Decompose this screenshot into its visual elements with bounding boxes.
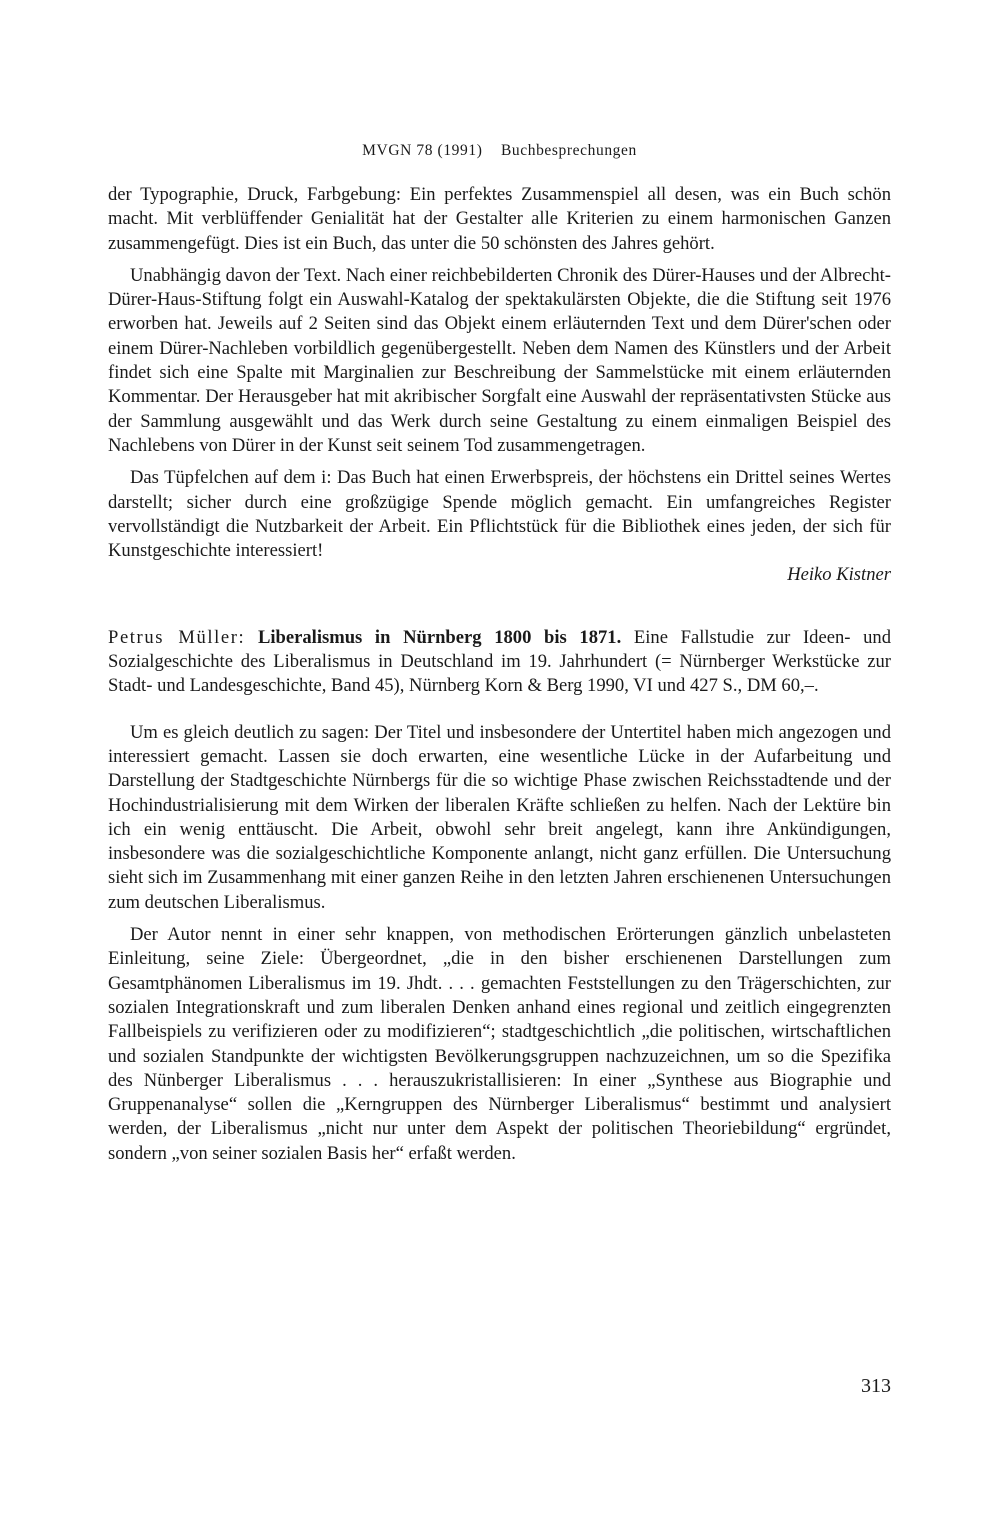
document-page bbox=[108, 0, 891, 1533]
review1-paragraph-2: Unabhängig davon der Text. Nach einer reichbebilderten Chronik des Dürer-Hauses und der Albrecht-Dürer-Haus-Stiftung folgt ein Auswahl-Katalog der spektakulärsten Objekte, die die Stiftung seit 1976 erworben hat. Jeweils auf 2 Seiten sind das Objekt einem erläuternden Text und dem Dürer'schen oder einem Dürer-Nachleben vorbildlich gegenübergestellt. Neben dem Namen des Künstlers und der Arbeit findet sich eine Spalte mit Marginalien zur Beschreibung der Sammelstücke mit einem erläuternden Kommentar. Der Herausgeber hat mit akribischer Sorgfalt eine Auswahl der repräsentativsten Stücke aus der Sammlung ausgewählt und das Werk durch seine Gestaltung zu einem einmaligen Beispiel des Nachlebens von Dürer in der Kunst seit seinem Tod zusammengetragen. bbox=[108, 264, 891, 456]
body-text bbox=[108, 183, 891, 1166]
book-title: Liberalismus in Nürnberg 1800 bis 1871. bbox=[257, 626, 622, 648]
section-title: Buchbesprechungen bbox=[500, 142, 637, 159]
book-citation bbox=[108, 626, 891, 699]
page-number: 313 bbox=[861, 1375, 891, 1397]
reviewer-signature: Heiko Kistner bbox=[787, 564, 891, 586]
journal-reference: MVGN 78 (1991) bbox=[362, 142, 483, 159]
review2-paragraph-1: Um es gleich deutlich zu sagen: Der Titel und insbesondere der Untertitel haben mich angezogen und interessiert gemacht. Lassen sie doch erwarten, eine wesentliche Lücke in der Aufarbeitung und Darstellung der Stadtgeschichte Nürnbergs für die so wichtige Phase zwischen Reichsstadtende und der Hochindustrialisierung mit dem Wirken der liberalen Kräfte schließen zu helfen. Nach der Lektüre bin ich ein wenig enttäuscht. Die Arbeit, obwohl sehr breit angelegt, kann ihre Ankündigungen, insbesondere was die sozialgeschichtliche Komponente anlangt, nicht ganz erfüllen. Die Untersuchung sieht sich im Zusammenhang mit einer ganzen Reihe in den letzten Jahren erschienenen Untersuchungen zum deutschen Liberalismus. bbox=[108, 721, 891, 913]
book-author: Petrus Müller: bbox=[108, 626, 246, 648]
review2-paragraph-2: Der Autor nennt in einer sehr knappen, von methodischen Erörterungen gänzlich unbelasteten Einleitung, seine Ziele: Übergeordnet, „die in den bisher erschienenen Darstellungen zum Gesamtphänomen Liberalismus im 19. Jhdt. . . . gemachten Feststellungen zu den Trägerschichten, zur sozialen Integrationskraft und zum liberalen Denken anhand eines regional und zeitlich eingegrenzten Fallbeispiels zu verifizieren oder zu modifizieren“; stadtgeschichtlich „die politischen, wirtschaftlichen und sozialen Standpunkte der wichtigsten Bevölkerungsgruppen nachzuzeichnen, um so die Spezifika des Nünberger Liberalismus . . . herauszukristallisieren: In einer „Synthese aus Biographie und Gruppenanalyse“ sollen die „Kerngruppen des Nürnberger Liberalismus“ bestimmt und analysiert werden, der Liberalismus „nicht nur unter dem Aspekt der politischen Theoriebildung“ ergründet, sondern „von seiner sozialen Basis her“ erfaßt werden. bbox=[108, 924, 891, 1164]
book-citation-details: Eine Fallstudie zur Ideen- und Sozialgeschichte des Liberalismus in Deutschland im 19. Jahrhundert (= Nürnberger Werkstücke zur Stadt- und Landesgeschichte, Band 45), Nürnberg Korn & Berg 1990, VI und 427 S., DM 60,–. bbox=[108, 626, 891, 697]
review1-paragraph-1: der Typographie, Druck, Farbgebung: Ein perfektes Zusammenspiel all desen, was ein Buch schön macht. Mit verblüffender Genialität hat der Gestalter alle Kriterien zu einem harmonischen Ganzen zusammengefügt. Dies ist ein Buch, das unter die 50 schönsten des Jahres gehört. bbox=[108, 184, 891, 254]
running-head bbox=[108, 142, 891, 160]
review1-paragraph-3: Das Tüpfelchen auf dem i: Das Buch hat einen Erwerbspreis, der höchstens ein Drittel seines Wertes darstellt; sicher durch eine großzügige Spende möglich gemacht. Ein umfangreiches Register vervollständigt die Nutzbarkeit der Arbeit. Ein Pflichtstück für die Bibliothek eines jeden, der sich für Kunstgeschichte interessiert! bbox=[108, 467, 891, 562]
